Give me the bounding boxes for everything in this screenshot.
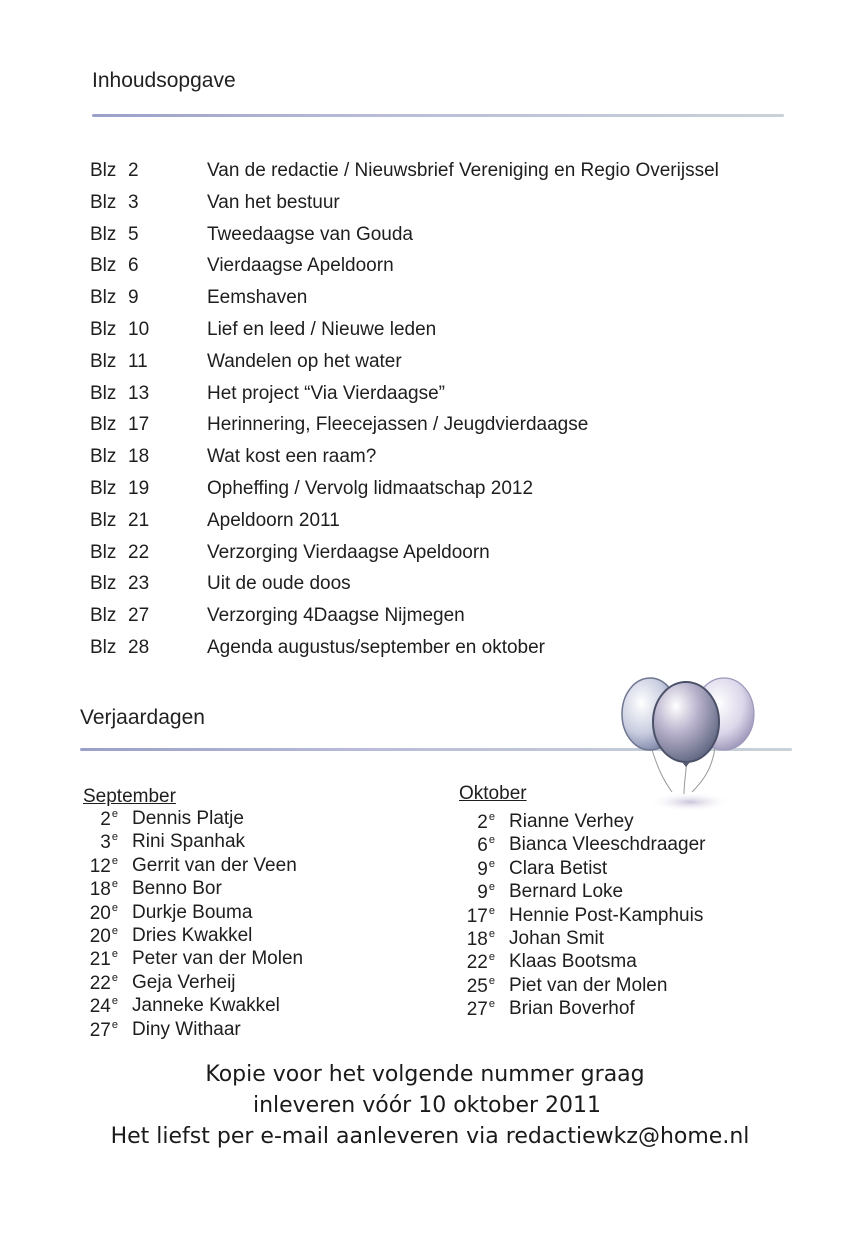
toc-item-page: 6 — [128, 255, 139, 277]
birthday-day-number: 9 — [477, 882, 488, 904]
footer-line-3: Het liefst per e-mail aanleveren via redactiewkz@home.nl — [110, 1124, 750, 1149]
birthday-day — [80, 855, 118, 878]
toc-divider — [92, 114, 784, 117]
birthday-day — [455, 834, 495, 857]
ordinal-suffix: e — [111, 1018, 118, 1031]
ordinal-suffix: e — [488, 951, 495, 964]
birthday-name: Bernard Loke — [509, 881, 624, 903]
birthday-name: Brian Boverhof — [509, 998, 635, 1020]
toc-item-title: Van de redactie / Nieuwsbrief Vereniging en Regio Overijssel — [207, 160, 719, 181]
birthday-day — [80, 972, 118, 995]
birthday-name: Gerrit van der Veen — [132, 854, 297, 876]
birthday-day-number: 6 — [477, 835, 488, 857]
birthday-name: Klaas Bootsma — [509, 951, 637, 973]
birthday-name: Durkje Bouma — [132, 901, 253, 923]
toc-item-title: Lief en leed / Nieuwe leden — [207, 318, 437, 340]
ordinal-suffix: e — [111, 948, 118, 961]
ordinal-suffix: e — [488, 811, 495, 823]
birthday-day — [455, 951, 495, 974]
ordinal-suffix: e — [111, 854, 118, 867]
toc-item-page: 19 — [128, 477, 150, 499]
september-label: September — [83, 786, 176, 807]
toc-item-prefix: Blz — [90, 287, 117, 309]
toc-item-page: 21 — [128, 509, 150, 531]
birthday-day-number: 22 — [466, 952, 488, 974]
footer-line-1: Kopie voor het volgende nummer graag — [205, 1062, 645, 1087]
birthday-name: Dennis Platje — [132, 808, 244, 829]
ordinal-suffix: e — [488, 998, 495, 1011]
birthday-day-number: 27 — [89, 1019, 111, 1041]
toc-item-title: Wandelen op het water — [207, 350, 402, 372]
toc-item-page: 3 — [128, 191, 139, 213]
birthday-day — [80, 902, 118, 925]
toc-item — [90, 224, 810, 256]
toc-item-prefix: Blz — [90, 414, 117, 436]
toc-item-title: Agenda augustus/september en oktober — [207, 636, 546, 658]
birthday-day-number: 18 — [89, 879, 111, 901]
birthday-day — [80, 925, 118, 948]
toc-item-page: 10 — [128, 318, 150, 340]
toc-item-prefix: Blz — [90, 318, 117, 340]
toc-item — [90, 414, 810, 446]
birthday-name: Piet van der Molen — [509, 974, 668, 996]
ordinal-suffix: e — [111, 995, 118, 1008]
toc-item-prefix: Blz — [90, 541, 117, 563]
birthday-day-number: 2 — [477, 812, 488, 833]
oktober-label: Oktober — [459, 783, 527, 804]
birthday-name: Hennie Post-Kamphuis — [509, 904, 704, 926]
toc-item-prefix: Blz — [90, 382, 117, 404]
toc-item-title: Vierdaagse Apeldoorn — [207, 255, 394, 277]
birthday-day-number: 27 — [466, 999, 488, 1021]
birthday-day-number: 17 — [466, 905, 488, 927]
toc-item-prefix: Blz — [90, 605, 117, 627]
birthday-day — [455, 811, 495, 834]
birthday-day-number: 22 — [89, 972, 111, 994]
birthday-name: Rini Spanhak — [132, 831, 246, 853]
birthday-day-number: 2 — [100, 809, 111, 830]
birthday-name: Dries Kwakkel — [132, 924, 253, 946]
toc-item — [90, 542, 810, 574]
toc-item-prefix: Blz — [90, 255, 117, 277]
birthday-name: Clara Betist — [509, 857, 608, 879]
ordinal-suffix: e — [488, 927, 495, 940]
birthday-day — [455, 975, 495, 998]
birthday-name: Rianne Verhey — [509, 811, 634, 832]
toc-item — [90, 478, 810, 510]
toc-item — [90, 160, 810, 192]
toc-item-page: 23 — [128, 573, 150, 595]
birthday-day-number: 20 — [89, 925, 111, 947]
toc-item-title: Tweedaagse van Gouda — [207, 223, 413, 245]
toc-list — [90, 160, 810, 669]
birthday-day-number: 12 — [89, 855, 111, 877]
toc-item-title: Van het bestuur — [207, 191, 340, 213]
toc-item — [90, 510, 810, 542]
toc-item-page: 9 — [128, 287, 139, 309]
toc-item-prefix: Blz — [90, 509, 117, 531]
toc-item-page: 5 — [128, 223, 139, 245]
birthday-day-number: 18 — [466, 928, 488, 950]
birthday-day-number: 20 — [89, 902, 111, 924]
toc-item-page: 22 — [128, 541, 150, 563]
birthday-day — [455, 928, 495, 951]
ordinal-suffix: e — [488, 857, 495, 870]
toc-item-title: Wat kost een raam? — [207, 446, 377, 468]
balloons-icon — [612, 668, 762, 818]
birthday-day — [80, 808, 118, 831]
birthday-day-number: 9 — [477, 858, 488, 880]
toc-item — [90, 637, 810, 669]
birthday-name: Janneke Kwakkel — [132, 995, 280, 1017]
toc-item-page: 18 — [128, 446, 150, 468]
toc-item-title: Apeldoorn 2011 — [207, 509, 340, 531]
birthday-day — [455, 858, 495, 881]
toc-item — [90, 287, 810, 319]
toc-item-prefix: Blz — [90, 191, 117, 213]
toc-item-title: Verzorging Vierdaagse Apeldoorn — [207, 541, 490, 563]
birthday-day-number: 21 — [89, 949, 111, 971]
birthday-day — [80, 878, 118, 901]
ordinal-suffix: e — [488, 834, 495, 847]
birthday-name: Bianca Vleeschdraager — [509, 834, 706, 856]
birthday-day — [455, 881, 495, 904]
toc-item — [90, 351, 810, 383]
toc-item — [90, 446, 810, 478]
toc-item-prefix: Blz — [90, 636, 117, 658]
birthday-day — [455, 998, 495, 1021]
birthday-day-number: 24 — [89, 996, 111, 1018]
ordinal-suffix: e — [111, 901, 118, 914]
ordinal-suffix: e — [111, 971, 118, 984]
ordinal-suffix: e — [488, 881, 495, 894]
birthday-day — [455, 905, 495, 928]
toc-item-title: Verzorging 4Daagse Nijmegen — [207, 605, 465, 627]
birthday-day-number: 3 — [100, 832, 111, 854]
toc-item-prefix: Blz — [90, 446, 117, 468]
toc-item-title: Herinnering, Fleecejassen / Jeugdvierdaagse — [207, 414, 589, 436]
ordinal-suffix: e — [111, 808, 118, 820]
toc-item-prefix: Blz — [90, 350, 117, 372]
birthday-day — [80, 995, 118, 1018]
ordinal-suffix: e — [111, 831, 118, 844]
toc-item-page: 2 — [128, 160, 139, 181]
ordinal-suffix: e — [488, 974, 495, 987]
toc-item — [90, 605, 810, 637]
toc-item — [90, 319, 810, 351]
toc-item-prefix: Blz — [90, 573, 117, 595]
footer-line-2: inleveren vóór 10 oktober 2011 — [252, 1093, 602, 1118]
toc-item-page: 17 — [128, 414, 150, 436]
birthday-day — [80, 948, 118, 971]
birthday-name: Diny Withaar — [132, 1018, 241, 1040]
birthday-name: Johan Smit — [509, 927, 605, 949]
birthday-day — [80, 831, 118, 854]
birthday-name: Benno Bor — [132, 878, 222, 900]
ordinal-suffix: e — [111, 878, 118, 891]
birthday-day-number: 25 — [466, 975, 488, 997]
toc-item-page: 27 — [128, 605, 150, 627]
toc-item — [90, 383, 810, 415]
birthdays-heading: Verjaardagen — [80, 706, 205, 729]
toc-item-title: Eemshaven — [207, 287, 308, 309]
toc-item-title: Opheffing / Vervolg lidmaatschap 2012 — [207, 477, 534, 499]
toc-item — [90, 255, 810, 287]
toc-item-prefix: Blz — [90, 477, 117, 499]
toc-item-page: 28 — [128, 636, 150, 658]
toc-item-page: 13 — [128, 382, 150, 404]
birthday-name: Geja Verheij — [132, 971, 236, 993]
ordinal-suffix: e — [111, 924, 118, 937]
toc-item-prefix: Blz — [90, 223, 117, 245]
ordinal-suffix: e — [488, 904, 495, 917]
toc-item — [90, 192, 810, 224]
toc-item-prefix: Blz — [90, 160, 117, 181]
toc-item — [90, 573, 810, 605]
toc-item-page: 11 — [128, 350, 148, 372]
birthday-day — [80, 1019, 118, 1042]
toc-heading: Inhoudsopgave — [92, 69, 236, 92]
toc-item-title: Uit de oude doos — [207, 573, 351, 595]
birthday-name: Peter van der Molen — [132, 948, 304, 970]
toc-item-title: Het project “Via Vierdaagse” — [207, 382, 445, 404]
